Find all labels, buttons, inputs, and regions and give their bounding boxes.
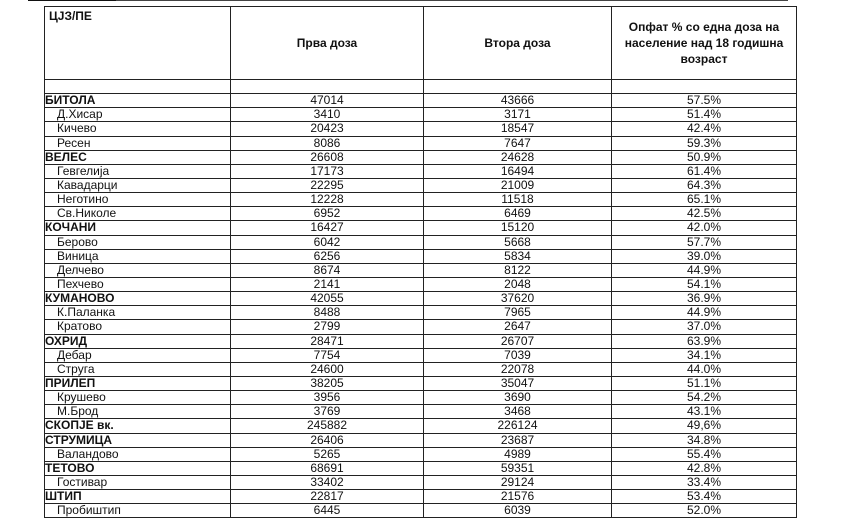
- cell-name: БИТОЛА: [45, 94, 231, 108]
- cell-coverage: 44.9%: [612, 263, 797, 277]
- table-row: [45, 164, 797, 178]
- cell-coverage: 42.0%: [612, 221, 797, 235]
- cell-second-dose: 21576: [424, 490, 612, 504]
- cell-second-dose: 35047: [424, 376, 612, 390]
- cell-name: ТЕТОВО: [45, 461, 231, 475]
- cell-name: М.Брод: [45, 405, 231, 419]
- table-row: [45, 433, 797, 447]
- header-second-dose: Втора доза: [424, 7, 612, 80]
- cell-coverage: 55.4%: [612, 447, 797, 461]
- table-row: [45, 193, 797, 207]
- table-row: [45, 475, 797, 489]
- table-row: [45, 362, 797, 376]
- table-row: [45, 348, 797, 362]
- cell-name: Неготино: [45, 193, 231, 207]
- cell-name: СКОПЈЕ вк.: [45, 419, 231, 433]
- cell-name: Кратово: [45, 320, 231, 334]
- cell-second-dose: 7965: [424, 306, 612, 320]
- cell-second-dose: 11518: [424, 193, 612, 207]
- cell-coverage: 64.3%: [612, 178, 797, 192]
- table-row: [45, 235, 797, 249]
- cell-name: Кичево: [45, 122, 231, 136]
- table-row: [45, 447, 797, 461]
- cell-coverage: 57.5%: [612, 94, 797, 108]
- cell-second-dose: 6039: [424, 504, 612, 518]
- cell-first-dose: 42055: [231, 292, 424, 306]
- cell-second-dose: 15120: [424, 221, 612, 235]
- cell-first-dose: 8674: [231, 263, 424, 277]
- cell-name: СТРУМИЦА: [45, 433, 231, 447]
- cell-second-dose: 18547: [424, 122, 612, 136]
- table-row: [45, 376, 797, 390]
- table-row: [45, 405, 797, 419]
- cell-coverage: 61.4%: [612, 164, 797, 178]
- cell-first-dose: 47014: [231, 94, 424, 108]
- cell-second-dose: 29124: [424, 475, 612, 489]
- cell-coverage: 54.2%: [612, 391, 797, 405]
- cell-name: К.Паланка: [45, 306, 231, 320]
- cell-name: Крушево: [45, 391, 231, 405]
- cell-first-dose: 68691: [231, 461, 424, 475]
- cell-first-dose: 2799: [231, 320, 424, 334]
- cell-second-dose: 43666: [424, 94, 612, 108]
- cell-second-dose: 3171: [424, 108, 612, 122]
- cell-first-dose: 28471: [231, 334, 424, 348]
- cell-name: ПРИЛЕП: [45, 376, 231, 390]
- table-row: [45, 320, 797, 334]
- table-row: [45, 334, 797, 348]
- cell-name: Гевгелија: [45, 164, 231, 178]
- cell-first-dose: 38205: [231, 376, 424, 390]
- cell-name: Кавадарци: [45, 178, 231, 192]
- cell-first-dose: 6952: [231, 207, 424, 221]
- cell-coverage: 33.4%: [612, 475, 797, 489]
- cell-coverage: 65.1%: [612, 193, 797, 207]
- header-region: ЦЈЗ/ПЕ: [45, 7, 231, 80]
- cell-name: ОХРИД: [45, 334, 231, 348]
- cell-second-dose: 22078: [424, 362, 612, 376]
- cell-coverage: 42.4%: [612, 122, 797, 136]
- cell-second-dose: 4989: [424, 447, 612, 461]
- table-row: [45, 178, 797, 192]
- header-first-dose: Прва доза: [231, 7, 424, 80]
- table-body: [45, 80, 797, 518]
- cell-second-dose: 5668: [424, 235, 612, 249]
- cell-second-dose: 226124: [424, 419, 612, 433]
- cell-second-dose: 2048: [424, 277, 612, 291]
- cell-second-dose: 16494: [424, 164, 612, 178]
- cell-first-dose: 6042: [231, 235, 424, 249]
- table-row: [45, 419, 797, 433]
- cell-name: Берово: [45, 235, 231, 249]
- table-row: [45, 122, 797, 136]
- cell-name: Д.Хисар: [45, 108, 231, 122]
- cell-second-dose: 21009: [424, 178, 612, 192]
- cell-first-dose: 7754: [231, 348, 424, 362]
- cell-second-dose: 6469: [424, 207, 612, 221]
- cell-second-dose: 7647: [424, 136, 612, 150]
- cell-first-dose: 26406: [231, 433, 424, 447]
- vaccination-table: [44, 6, 797, 518]
- cell-name: Ресен: [45, 136, 231, 150]
- cell-second-dose: 7039: [424, 348, 612, 362]
- cell-second-dose: 26707: [424, 334, 612, 348]
- cell-first-dose: 5265: [231, 447, 424, 461]
- cell-first-dose: 26608: [231, 150, 424, 164]
- table-row: [45, 108, 797, 122]
- table-row: [45, 150, 797, 164]
- cell-coverage: 59.3%: [612, 136, 797, 150]
- cell-coverage: 54.1%: [612, 277, 797, 291]
- cell-coverage: 51.1%: [612, 376, 797, 390]
- cell-coverage: 42.8%: [612, 461, 797, 475]
- cell-first-dose: 12228: [231, 193, 424, 207]
- cell-first-dose: 6445: [231, 504, 424, 518]
- cell-first-dose: 2141: [231, 277, 424, 291]
- cell-name: Струга: [45, 362, 231, 376]
- cell-coverage: 34.1%: [612, 348, 797, 362]
- cell-first-dose: 24600: [231, 362, 424, 376]
- cell-name: ШТИП: [45, 490, 231, 504]
- cell-coverage: 37.0%: [612, 320, 797, 334]
- cell-first-dose: 3410: [231, 108, 424, 122]
- cell-second-dose: 8122: [424, 263, 612, 277]
- cell-first-dose: 6256: [231, 249, 424, 263]
- cell-second-dose: 37620: [424, 292, 612, 306]
- cell-coverage: 50.9%: [612, 150, 797, 164]
- top-rule-underline: [28, 0, 116, 1]
- table-row: [45, 249, 797, 263]
- cell-coverage: 44.9%: [612, 306, 797, 320]
- cell-first-dose: 245882: [231, 419, 424, 433]
- cell-first-dose: 20423: [231, 122, 424, 136]
- cell-name: Дебар: [45, 348, 231, 362]
- table-row: [45, 94, 797, 108]
- cell-first-dose: 8086: [231, 136, 424, 150]
- cell-second-dose: 24628: [424, 150, 612, 164]
- cell-name: Делчево: [45, 263, 231, 277]
- cell-second-dose: 59351: [424, 461, 612, 475]
- cell-coverage: 51.4%: [612, 108, 797, 122]
- cell-second-dose: 5834: [424, 249, 612, 263]
- cell-coverage: 39.0%: [612, 249, 797, 263]
- table-header: [45, 7, 797, 80]
- cell-coverage: 42.5%: [612, 207, 797, 221]
- table-row: [45, 277, 797, 291]
- cell-coverage: 34.8%: [612, 433, 797, 447]
- cell-name: Св.Николе: [45, 207, 231, 221]
- cell-coverage: 52.0%: [612, 504, 797, 518]
- cell-second-dose: 23687: [424, 433, 612, 447]
- cell-name: Валандово: [45, 447, 231, 461]
- table-row: [45, 221, 797, 235]
- top-rule: [28, 0, 788, 5]
- cell-coverage: 36.9%: [612, 292, 797, 306]
- table-row: [45, 391, 797, 405]
- cell-name: КУМАНОВО: [45, 292, 231, 306]
- table-row: [45, 504, 797, 518]
- cell-second-dose: 2647: [424, 320, 612, 334]
- cell-first-dose: 17173: [231, 164, 424, 178]
- cell-coverage: 43.1%: [612, 405, 797, 419]
- cell-first-dose: 22817: [231, 490, 424, 504]
- cell-coverage: 53.4%: [612, 490, 797, 504]
- cell-name: КОЧАНИ: [45, 221, 231, 235]
- header-row: [45, 7, 797, 80]
- table-row: [45, 207, 797, 221]
- cell-first-dose: 8488: [231, 306, 424, 320]
- cell-coverage: 57.7%: [612, 235, 797, 249]
- table-row: [45, 136, 797, 150]
- table-row: [45, 292, 797, 306]
- cell-coverage: 63.9%: [612, 334, 797, 348]
- cell-name: Виница: [45, 249, 231, 263]
- cell-coverage: 44.0%: [612, 362, 797, 376]
- cell-first-dose: 22295: [231, 178, 424, 192]
- cell-second-dose: 3690: [424, 391, 612, 405]
- table-row: [45, 490, 797, 504]
- spacer-row: [45, 80, 797, 94]
- cell-first-dose: 3956: [231, 391, 424, 405]
- table-row: [45, 461, 797, 475]
- table-row: [45, 263, 797, 277]
- cell-first-dose: 33402: [231, 475, 424, 489]
- cell-first-dose: 16427: [231, 221, 424, 235]
- cell-name: Пехчево: [45, 277, 231, 291]
- cell-name: Пробиштип: [45, 504, 231, 518]
- cell-coverage: 49,6%: [612, 419, 797, 433]
- cell-first-dose: 3769: [231, 405, 424, 419]
- cell-second-dose: 3468: [424, 405, 612, 419]
- table-row: [45, 306, 797, 320]
- header-coverage: Опфат % со една доза на население над 18 годишна возраст: [612, 7, 797, 80]
- cell-name: ВЕЛЕС: [45, 150, 231, 164]
- cell-name: Гостивар: [45, 475, 231, 489]
